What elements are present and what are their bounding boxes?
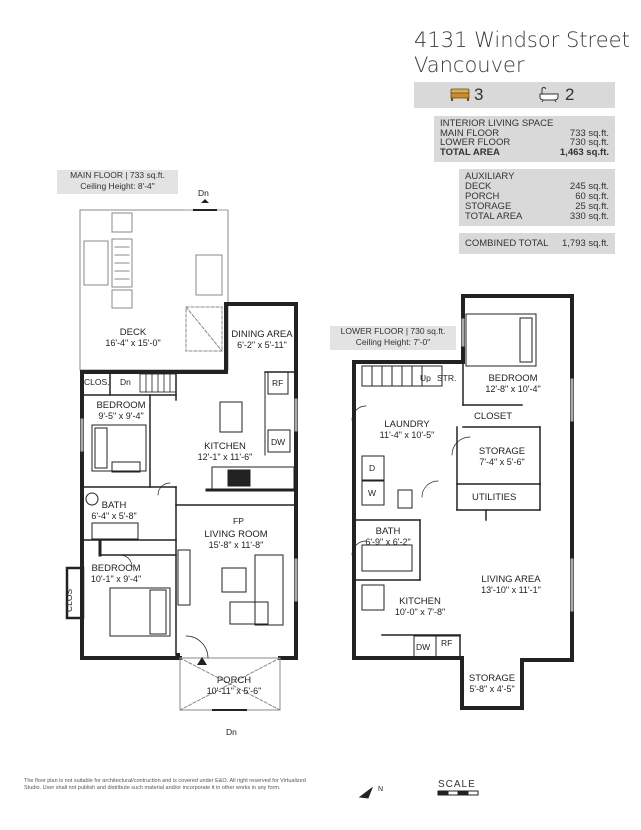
floor-name: MAIN FLOOR | 733 sq.ft. xyxy=(70,170,165,180)
room-dims: 15'-8" x 11'-8" xyxy=(208,540,264,550)
area-value: 60 sq.ft. xyxy=(575,191,609,202)
auxiliary-heading: AUXILIARY xyxy=(465,171,515,182)
main-stairs xyxy=(140,374,176,392)
room-name: LAUNDRY xyxy=(384,419,430,430)
area-label: MAIN FLOOR xyxy=(440,127,500,139)
room-dims: 13'-10" x 11'-1" xyxy=(481,585,541,595)
north-label: N xyxy=(378,786,384,793)
scale-label: SCALE xyxy=(438,779,476,790)
room-dims: 6'-4" x 5'-8" xyxy=(91,511,137,521)
room-name: DINING AREA xyxy=(231,329,293,340)
fireplace-label: FP xyxy=(233,516,244,526)
lower-floor-label xyxy=(330,326,456,350)
washer-label: W xyxy=(368,488,377,498)
down-marker: Dn xyxy=(198,188,209,198)
closet-label: CLOS xyxy=(64,588,74,612)
combined-label: COMBINED TOTAL xyxy=(465,238,549,249)
address-line1: 4131 Windsor Street xyxy=(414,28,630,52)
room-storage1 xyxy=(472,447,532,467)
room-dims: 10'-1" x 9'-4" xyxy=(90,574,142,584)
area-label: LOWER FLOOR xyxy=(440,137,511,149)
area-label: DECK xyxy=(465,181,492,192)
area-value: 1,463 sq.ft. xyxy=(559,146,609,158)
room-main-bath xyxy=(90,501,138,521)
room-kitchen xyxy=(192,442,258,462)
room-bedroom1 xyxy=(90,401,152,421)
room-dims: 9'-5" x 9'-4" xyxy=(98,411,144,421)
dishwasher-label: DW xyxy=(271,437,286,447)
room-lower-bath xyxy=(360,527,416,547)
room-name: LIVING ROOM xyxy=(204,529,268,540)
room-name: BEDROOM xyxy=(91,563,141,574)
room-dims: 16'-4" x 15'-0" xyxy=(105,338,161,348)
area-label: PORCH xyxy=(465,191,500,202)
room-dims: 10'-11" x 5'-6" xyxy=(206,686,262,696)
area-value: 733 sq.ft. xyxy=(569,127,609,139)
down-marker: Dn xyxy=(120,377,131,387)
room-bedroom2 xyxy=(86,564,146,584)
north-arrow-icon xyxy=(360,788,372,798)
room-name: STORAGE xyxy=(478,446,526,457)
room-name: KITCHEN xyxy=(204,441,246,452)
room-name: BEDROOM xyxy=(488,373,538,384)
room-name: LIVING AREA xyxy=(481,574,541,585)
interior-heading: INTERIOR LIVING SPACE xyxy=(440,118,554,129)
room-name: KITCHEN xyxy=(399,596,441,607)
scale-bar xyxy=(438,791,478,795)
closet-label: CLOS. xyxy=(84,377,110,387)
room-dims: 6'-9" x 6'-2" xyxy=(365,537,411,547)
area-value: 25 sq.ft. xyxy=(575,201,609,212)
main-floor-label xyxy=(57,170,178,194)
room-lower-kitchen xyxy=(390,597,450,617)
room-name: BATH xyxy=(101,500,127,511)
room-storage2 xyxy=(464,674,520,694)
bathroom-count: 2 xyxy=(565,85,575,104)
room-dims: 12'-1" x 11'-6" xyxy=(197,452,253,462)
bedroom-count: 3 xyxy=(474,85,484,104)
storage-short-label: STR. xyxy=(437,373,457,383)
bedroom1-fixtures xyxy=(92,425,146,472)
room-living xyxy=(200,530,272,550)
disclaimer-text: The floor plan is not suitable for architectural/contruction and is covered under E&O. All right reserved for Virtualized Studio. User shall not publish and distribute such material and/or incorporate it in other works in any form. xyxy=(24,778,306,791)
area-label: STORAGE xyxy=(465,201,512,212)
room-porch xyxy=(200,676,268,696)
down-marker: Dn xyxy=(226,727,237,737)
utilities-label: UTILITIES xyxy=(472,492,517,503)
room-dims: 7'-4" x 5'-6" xyxy=(479,457,525,467)
ceiling-height: Ceiling Height: 7'-0" xyxy=(355,337,431,347)
room-deck xyxy=(98,328,168,348)
area-value: 730 sq.ft. xyxy=(569,137,609,149)
room-name: BATH xyxy=(375,526,401,537)
room-dims: 11'-4" x 10'-5" xyxy=(379,430,435,440)
refrigerator-label: RF xyxy=(441,638,453,648)
room-dims: 6'-2" x 5'-11" xyxy=(237,340,287,350)
up-marker: Up xyxy=(420,373,431,383)
living-fixtures xyxy=(178,550,283,625)
room-name: STORAGE xyxy=(468,673,516,684)
dryer-label: D xyxy=(369,463,376,473)
room-name: PORCH xyxy=(216,675,252,686)
kitchen-fixtures xyxy=(212,372,294,489)
room-laundry xyxy=(374,420,440,440)
floor-name: LOWER FLOOR | 730 sq.ft. xyxy=(340,326,446,336)
room-dims: 12'-8" x 10'-4" xyxy=(485,384,541,394)
area-label: TOTAL AREA xyxy=(440,146,500,158)
refrigerator-label: RF xyxy=(272,378,284,388)
room-living-area xyxy=(475,575,547,595)
closet-label: CLOSET xyxy=(474,411,513,422)
room-lower-bedroom xyxy=(480,374,546,394)
room-name: BEDROOM xyxy=(96,400,146,411)
area-label: TOTAL AREA xyxy=(465,211,523,222)
combined-value: 1,793 sq.ft. xyxy=(561,238,609,249)
address-line2: Vancouver xyxy=(414,53,525,77)
area-value: 245 sq.ft. xyxy=(569,181,609,192)
area-value: 330 sq.ft. xyxy=(569,211,609,222)
room-dims: 5'-8" x 4'-5" xyxy=(469,684,515,694)
dishwasher-label: DW xyxy=(416,642,431,652)
ceiling-height: Ceiling Height: 8'-4" xyxy=(80,181,155,191)
room-dims: 10'-0" x 7'-8" xyxy=(394,607,446,617)
room-dining xyxy=(230,330,294,350)
room-name: DECK xyxy=(119,327,147,338)
